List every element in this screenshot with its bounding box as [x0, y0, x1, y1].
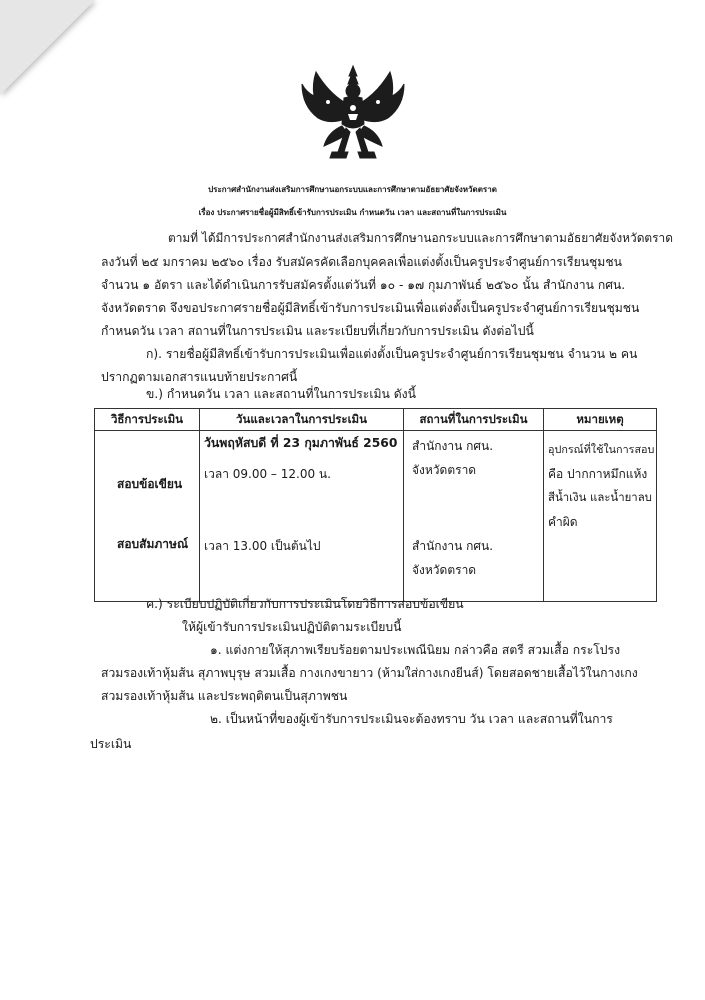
- announcement-subject: เรื่อง ประกาศรายชื่อผู้มีสิทธิ์เข้ารับการประเมิน กำหนดวัน เวลา และสถานที่ในการประเมิน: [198, 208, 507, 217]
- column-header: วิธีการประเมิน: [95, 409, 200, 431]
- table-header-row: [95, 409, 657, 431]
- exam-date: วันพฤหัสบดี ที่ 23 กุมภาพันธ์ 2560: [204, 436, 398, 450]
- method-written-exam: สอบข้อเขียน: [117, 477, 183, 491]
- rule-1-line: สวมรองเท้าหุ้มส้น และประพฤติตนเป็นสุภาพชน: [101, 689, 348, 703]
- schedule-table: [94, 408, 657, 602]
- exam-time-morning: เวลา 09.00 – 12.00 น.: [204, 467, 331, 481]
- garuda-emblem-icon: [298, 62, 408, 166]
- rule-2-line: ๒. เป็นหน้าที่ของผู้เข้ารับการประเมินจะต้องทราบ วัน เวลา และสถานที่ในการ: [210, 712, 613, 726]
- datetime-cell: [200, 431, 404, 602]
- rules-intro: ให้ผู้เข้ารับการประเมินปฏิบัติตามระเบียบนี้: [182, 620, 402, 634]
- item-a-line: ก). รายชื่อผู้มีสิทธิ์เข้ารับการประเมินเพื่อแต่งตั้งเป็นครูประจำศูนย์การเรียนชุมชน จำนวน ๒ คน: [146, 347, 638, 361]
- item-c-line: ค.) ระเบียบปฏิบัติเกี่ยวกับการประเมินโดยวิธีการสอบข้อเขียน: [146, 597, 464, 611]
- method-interview: สอบสัมภาษณ์: [117, 537, 189, 551]
- column-header: สถานที่ในการประเมิน: [404, 409, 544, 431]
- place-line: จังหวัดตราด: [412, 563, 477, 577]
- paragraph-line: จังหวัดตราด จึงขอประกาศรายชื่อผู้มีสิทธิ์เข้ารับการประเมินเพื่อแต่งตั้งเป็นครูประจำศูนย์การเรียนชุมชน: [101, 301, 640, 315]
- place-line: สำนักงาน กศน.: [412, 439, 494, 453]
- note-line: คือ ปากกาหมึกแห้ง: [548, 467, 648, 481]
- paragraph-line: ลงวันที่ ๒๕ มกราคม ๒๕๖๐ เรื่อง รับสมัครคัดเลือกบุคคลเพื่อแต่งตั้งเป็นครูประจำศูนย์การเรียนชุมชน: [101, 255, 622, 269]
- rule-2-line: ประเมิน: [90, 737, 132, 751]
- table-row: [95, 431, 657, 602]
- place-cell: [404, 431, 544, 602]
- note-line: อุปกรณ์ที่ใช้ในการสอบ: [548, 443, 655, 456]
- page-fold-corner: [0, 0, 95, 95]
- announcement-title: ประกาศสำนักงานส่งเสริมการศึกษานอกระบบและการศึกษาตามอัธยาศัยจังหวัดตราด: [208, 185, 497, 194]
- place-line: จังหวัดตราด: [412, 463, 477, 477]
- notes-cell: [544, 431, 657, 602]
- exam-time-afternoon: เวลา 13.00 เป็นต้นไป: [204, 539, 321, 553]
- column-header: หมายเหตุ: [544, 409, 657, 431]
- method-cell: [95, 431, 200, 602]
- item-b-line: ข.) กำหนดวัน เวลา และสถานที่ในการประเมิน ดังนี้: [146, 387, 416, 401]
- paragraph-line: กำหนดวัน เวลา สถานที่ในการประเมิน และระเบียบที่เกี่ยวกับการประเมิน ดังต่อไปนี้: [101, 324, 534, 338]
- column-header: วันและเวลาในการประเมิน: [200, 409, 404, 431]
- paragraph-line: ตามที่ ได้มีการประกาศสำนักงานส่งเสริมการศึกษานอกระบบและการศึกษาตามอัธยาศัยจังหวัดตราด: [168, 231, 673, 245]
- place-line: สำนักงาน กศน.: [412, 539, 494, 553]
- item-a-line: ปรากฏตามเอกสารแนบท้ายประกาศนี้: [101, 370, 298, 384]
- note-line: สีน้ำเงิน และน้ำยาลบ: [548, 490, 652, 504]
- rule-1-line: สวมรองเท้าหุ้มส้น สุภาพบุรุษ สวมเสื้อ กางเกงขายาว (ห้ามใส่กางเกงยีนส์) โดยสอดชายเสื้อไว้ในกางเกง: [101, 666, 638, 680]
- rule-1-line: ๑. แต่งกายให้สุภาพเรียบร้อยตามประเพณีนิยม กล่าวคือ สตรี สวมเสื้อ กระโปรง: [210, 643, 621, 657]
- paragraph-line: จำนวน ๑ อัตรา และได้ดำเนินการรับสมัครตั้งแต่วันที่ ๑๐ - ๑๗ กุมภาพันธ์ ๒๕๖๐ นั้น สำนักงาน กศน.: [101, 278, 626, 292]
- note-line: คำผิด: [548, 515, 578, 529]
